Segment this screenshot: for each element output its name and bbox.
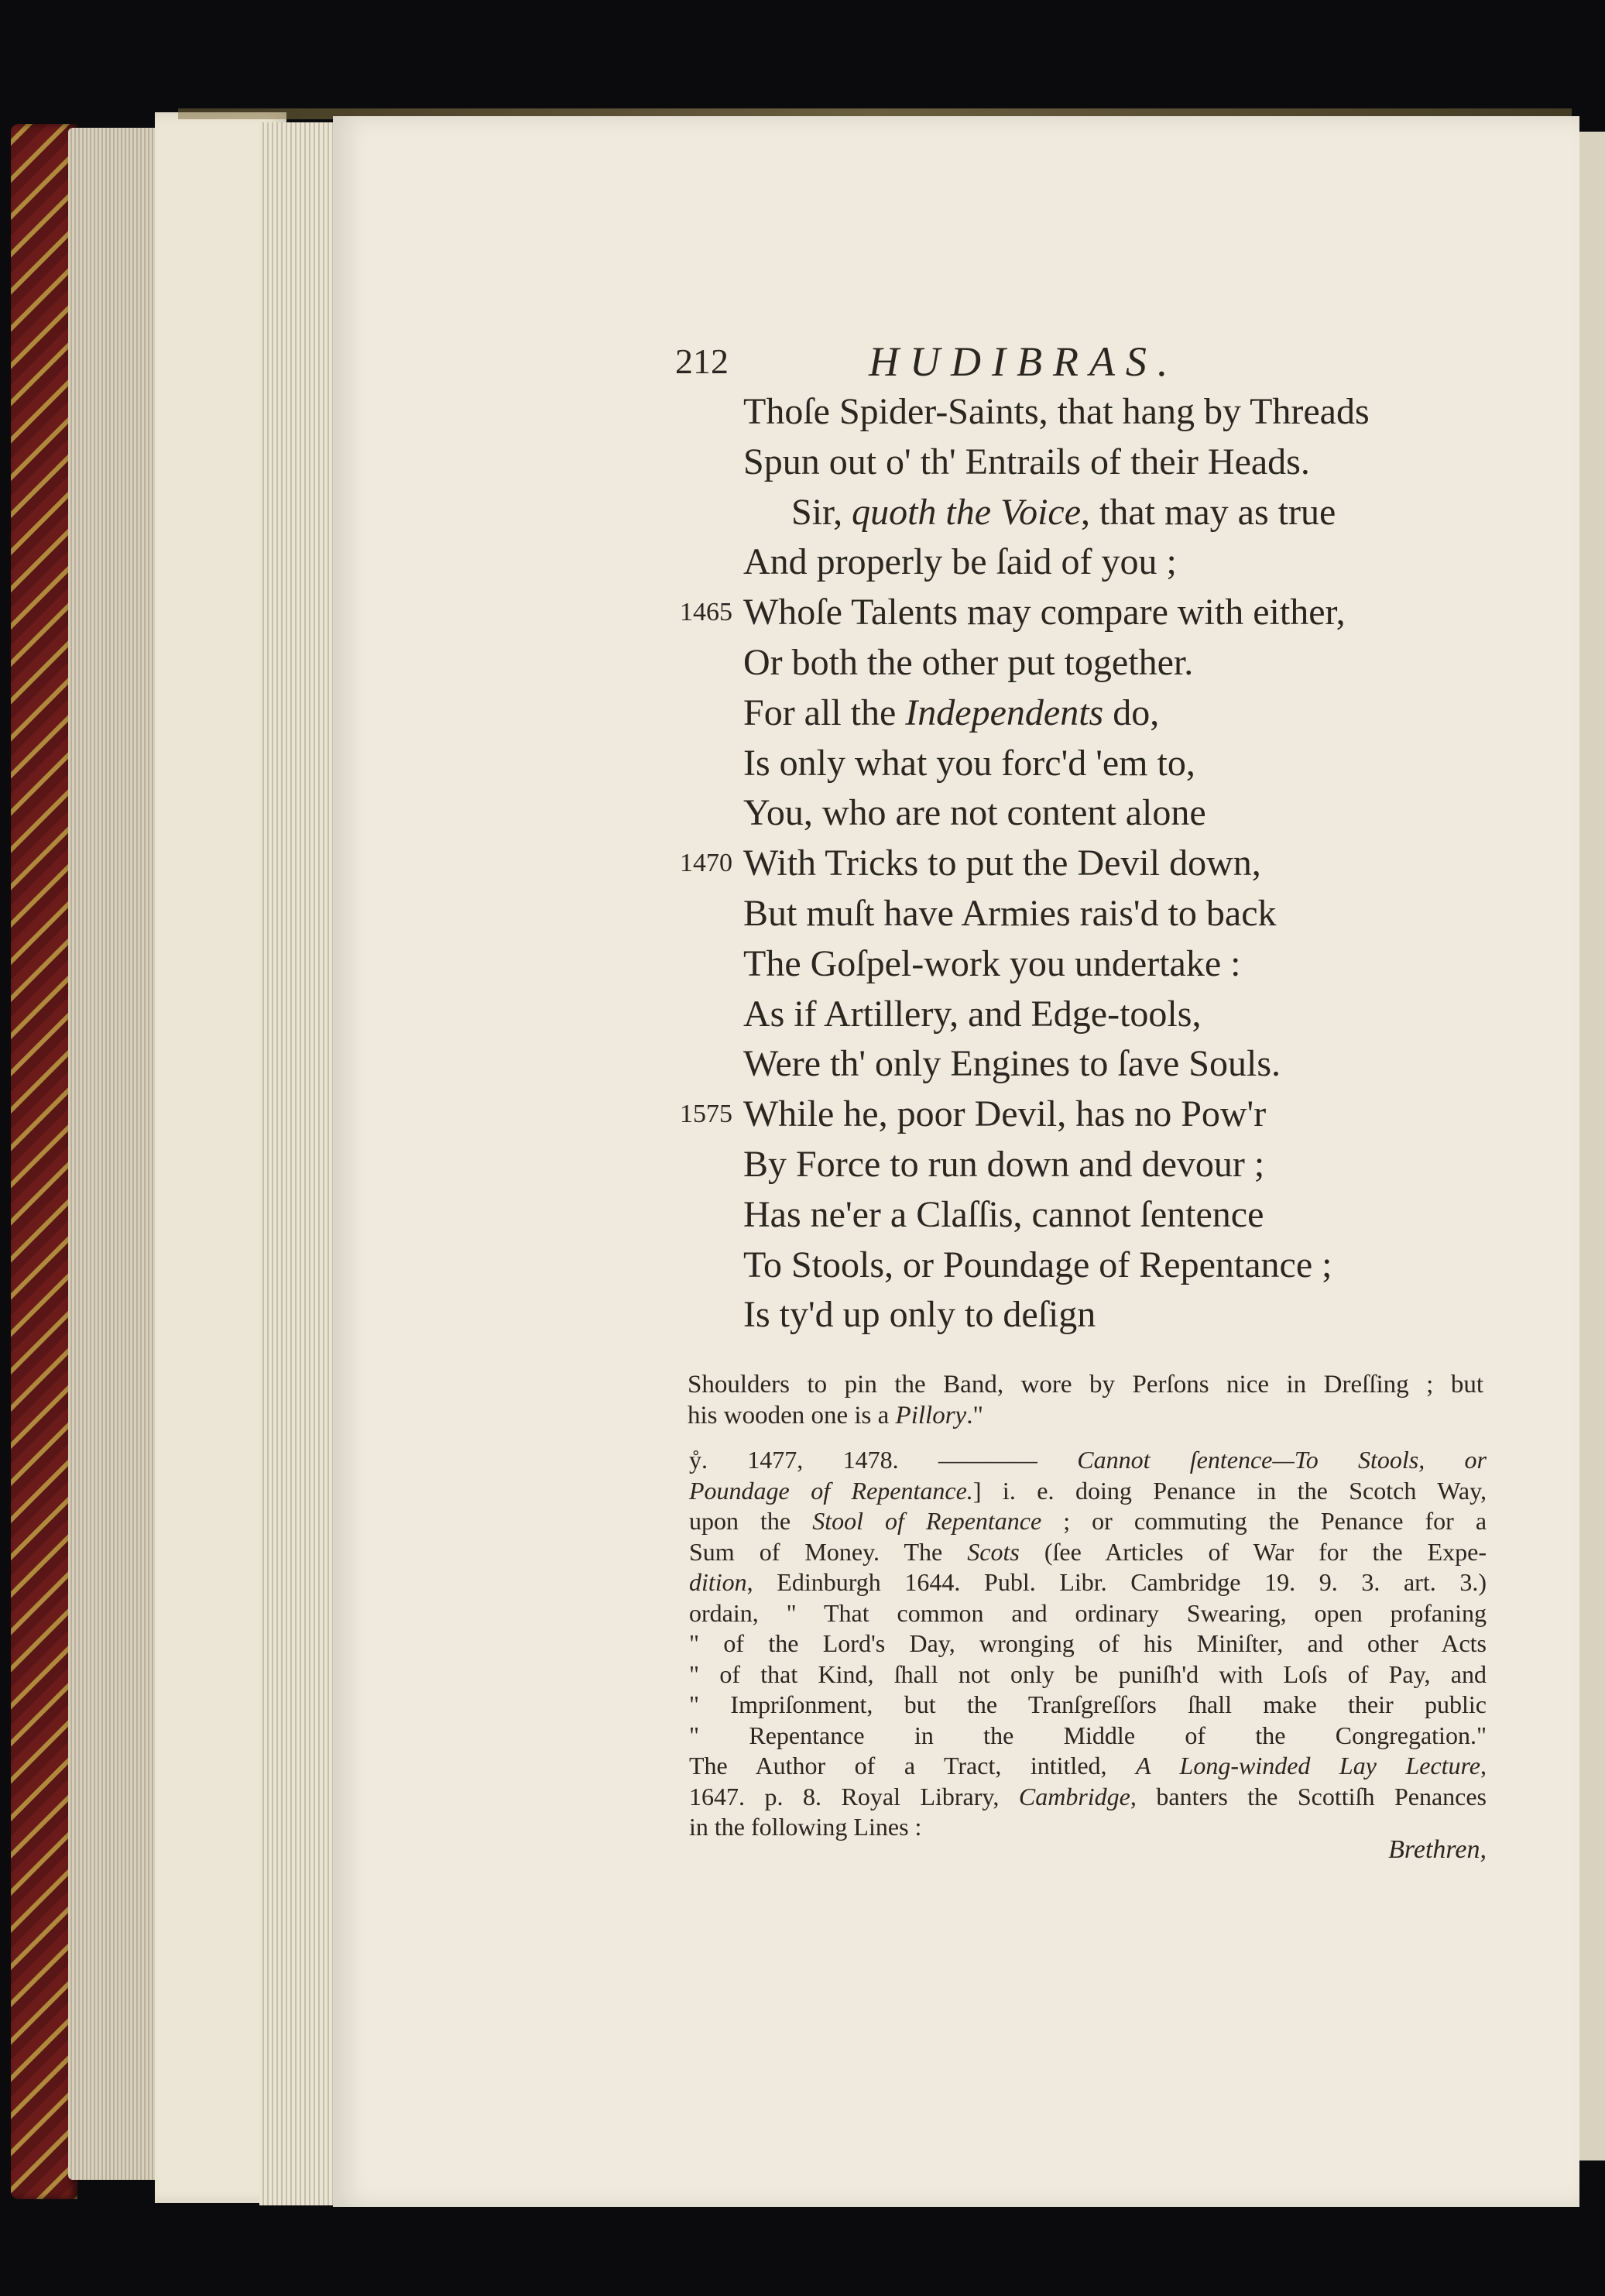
verse-line [743, 889, 1518, 939]
verse-line [743, 387, 1518, 438]
italic-text: Cambridge [1018, 1782, 1130, 1810]
line-text: , [1480, 1752, 1487, 1779]
line-text: For all the [743, 692, 906, 733]
page-stack-edge [259, 122, 345, 2205]
line-text: The Author of a Tract, intitled, [689, 1752, 1137, 1779]
footnote-line: in the following Lines : [689, 1813, 922, 1841]
line-text: ." [966, 1402, 983, 1429]
verse-text [743, 492, 1336, 533]
footnote-line [689, 1751, 1487, 1782]
verse-text: Thoſe Spider-Saints, that hang by Threads [743, 391, 1370, 432]
footnote-line: Shoulders to pin the Band, wore by Perſons nice in Dreſſing ; but [688, 1371, 1483, 1399]
verse-text: Or both the other put together. [743, 641, 1194, 683]
italic-text: Poundage of Repentance. [689, 1476, 973, 1505]
verse-line [743, 688, 1518, 739]
verse-line [743, 939, 1518, 990]
verse-line [680, 588, 1518, 638]
footnote-line [688, 1400, 1483, 1431]
verse-line [743, 739, 1518, 789]
verse-line [743, 788, 1518, 839]
verse-line [743, 537, 1518, 588]
verse-text: While he, poor Devil, has no Pow'r [743, 1093, 1267, 1135]
verse-text: Is ty'd up only to deſign [743, 1294, 1096, 1336]
page-number: 212 [675, 341, 729, 381]
footnote-paragraph [689, 1751, 1487, 1843]
footnote-line: " of the Lord's Day, wronging of his Miniſter, and other Acts [689, 1629, 1487, 1657]
line-text: do, [1103, 692, 1160, 733]
italic-text: Independents [905, 692, 1104, 733]
verse-line [743, 1241, 1518, 1291]
line-text: Sum of Money. The [689, 1537, 968, 1566]
line-text: his wooden one is a [688, 1402, 896, 1429]
verse-line [743, 1190, 1518, 1241]
footnote-line: " Impriſonment, but the Tranſgreſſors ſhall make their public [689, 1690, 1487, 1718]
italic-text: dition [689, 1568, 747, 1596]
footnote-line [689, 1445, 1487, 1476]
line-number: 1575 [680, 1100, 732, 1129]
footnote-continuation [688, 1369, 1483, 1431]
verse-line [743, 1140, 1518, 1190]
verse-line [680, 839, 1518, 889]
line-number: 1465 [680, 598, 732, 627]
line-text: , that may as true [1081, 491, 1336, 533]
verse-line [743, 638, 1518, 688]
running-title: HUDIBRAS. [869, 338, 1179, 385]
footnote-line: " Repentance in the Middle of the Congregation." [689, 1721, 1487, 1749]
footnote-line [689, 1476, 1487, 1507]
verse-text: And properly be ſaid of you ; [743, 541, 1177, 583]
verse-text: You, who are not content alone [743, 792, 1206, 834]
verse-text: Were th' only Engines to ſave Souls. [743, 1043, 1281, 1085]
footnote-line [689, 1506, 1487, 1537]
line-text: upon the [689, 1507, 813, 1535]
verse-text: But muſt have Armies rais'd to back [743, 892, 1277, 934]
verse-line [743, 438, 1518, 488]
line-text: 1647. p. 8. Royal Library, [689, 1782, 1019, 1810]
footnote-line: ordain, " That common and ordinary Swearing, open profaning [689, 1598, 1487, 1627]
line-number: 1470 [680, 849, 732, 878]
italic-text: Cannot ſentence—To Stools, or [1077, 1446, 1487, 1474]
line-text: , banters the Scottiſh Penances [1130, 1782, 1487, 1810]
verse-text: Spun out o' th' Entrails of their Heads. [743, 441, 1310, 482]
verse-text: Whoſe Talents may compare with either, [743, 592, 1346, 633]
verse-text: The Goſpel-work you undertake : [743, 942, 1241, 984]
verse-line [743, 488, 1518, 538]
verse-text [743, 692, 1159, 733]
footnote-line: " of that Kind, ſhall not only be puniſh'd with Loſs of Pay, and [689, 1659, 1487, 1688]
footnote-block [689, 1445, 1487, 1843]
line-text: , Edinburgh 1644. Publ. Libr. Cambridge 19. 9. 3. art. 3.) [746, 1568, 1487, 1596]
line-text: ẙ. 1477, 1478. ———— [689, 1446, 1078, 1474]
catchword: Brethren, [1388, 1835, 1487, 1864]
verse-text: By Force to run down and devour ; [743, 1143, 1265, 1185]
italic-text: Scots [967, 1537, 1020, 1566]
line-text: Sir, [791, 491, 852, 533]
verse-text: Is only what you forc'd 'em to, [743, 742, 1195, 784]
verse-line [743, 1039, 1518, 1090]
italic-text: quoth the Voice [852, 491, 1082, 533]
footnote-line [689, 1537, 1487, 1568]
italic-text: A Long-winded Lay Lecture [1136, 1752, 1481, 1779]
verse-line [743, 990, 1518, 1040]
verse-block [680, 387, 1518, 1340]
verse-text: With Tricks to put the Devil down, [743, 843, 1261, 884]
line-text: ] i. e. doing Penance in the Scotch Way, [972, 1476, 1487, 1505]
verse-text: To Stools, or Poundage of Repentance ; [743, 1244, 1332, 1285]
italic-text: Stool of Repentance [812, 1507, 1042, 1535]
line-text: (ſee Articles of War for the Expe- [1019, 1537, 1487, 1566]
verse-text: As if Artillery, and Edge-tools, [743, 993, 1202, 1035]
verse-text: Has ne'er a Claſſis, cannot ſentence [743, 1193, 1264, 1235]
footnote-line [689, 1782, 1487, 1813]
verse-line [743, 1290, 1518, 1340]
verse-line [680, 1090, 1518, 1140]
footnote-line [689, 1567, 1487, 1598]
line-text: ; or commuting the Penance for a [1041, 1507, 1487, 1535]
italic-text: Pillory [895, 1402, 967, 1429]
